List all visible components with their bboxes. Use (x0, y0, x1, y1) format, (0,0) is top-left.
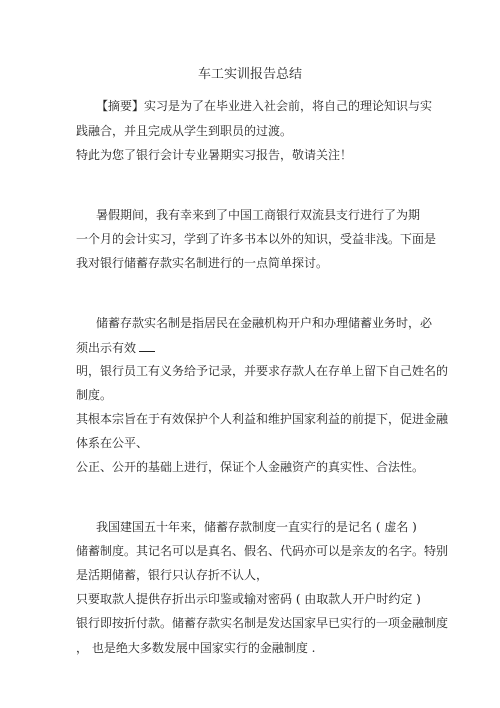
paragraph-3-line-6: 体系在公平、 (76, 436, 149, 450)
paragraph-4-line-3: 是活期储蓄，银行只认存折不认人， (76, 568, 269, 582)
paragraph-1-line-2: 践融合，并且完成从学生到职员的过渡。 (76, 124, 293, 138)
paragraph-1-line-3: 特此为您了银行会计专业暑期实习报告，敬请关注！ (76, 148, 353, 162)
paragraph-3-line-2-wrap (76, 339, 155, 356)
paragraph-3-line-5: 其根本宗旨在于有效保护个人利益和维护国家利益的前提下，促进金融 (76, 412, 449, 426)
paragraph-4-line-4: 只要取款人提供存折出示印鉴或输对密码 ( 由取款人开户时约定 ) (76, 592, 421, 606)
paragraph-1-line-1: 【摘要】实习是为了在毕业进入社会前，将自己的理论知识与实 (96, 99, 433, 113)
paragraph-3-line-4: 制度。 (76, 388, 113, 402)
paragraph-4-line-2: 储蓄制度。其记名可以是真名、假名、代码亦可以是亲友的名字。特别 (76, 544, 449, 558)
paragraph-3-line-1: 储蓄存款实名制是指居民在金融机构开户和办理储蓄业务时，必 (96, 316, 433, 330)
paragraph-4-line-5: 银行即按折付款。储蓄存款实名制是发达国家早已实行的一项金融制度 (76, 616, 449, 630)
fill-in-blank (139, 339, 155, 352)
paragraph-2-line-1: 暑假期间，我有幸来到了中国工商银行双流县支行进行了为期 (96, 208, 421, 222)
paragraph-3-line-2: 须出示有效 (76, 341, 137, 355)
paragraph-3-line-3: 明，银行员工有义务给予记录，并要求存款人在存单上留下自己姓名的 (76, 364, 449, 378)
paragraph-4-line-6: ， 也是绝大多数发展中国家实行的金融制度 . (76, 641, 316, 655)
document-title: 车工实训报告总结 (197, 67, 302, 82)
paragraph-2-line-2: 一个月的会计实习，学到了许多书本以外的知识，受益非浅。下面是 (76, 232, 437, 246)
paragraph-3-line-7: 公正、公开的基础上进行，保证个人金融资产的真实性、合法性。 (76, 460, 425, 474)
paragraph-4-line-1: 我国建国五十年来，储蓄存款制度一直实行的是记名 ( 虚名 ) (96, 520, 417, 534)
paragraph-2-line-3: 我对银行储蓄存款实名制进行的一点简单探讨。 (76, 256, 329, 270)
